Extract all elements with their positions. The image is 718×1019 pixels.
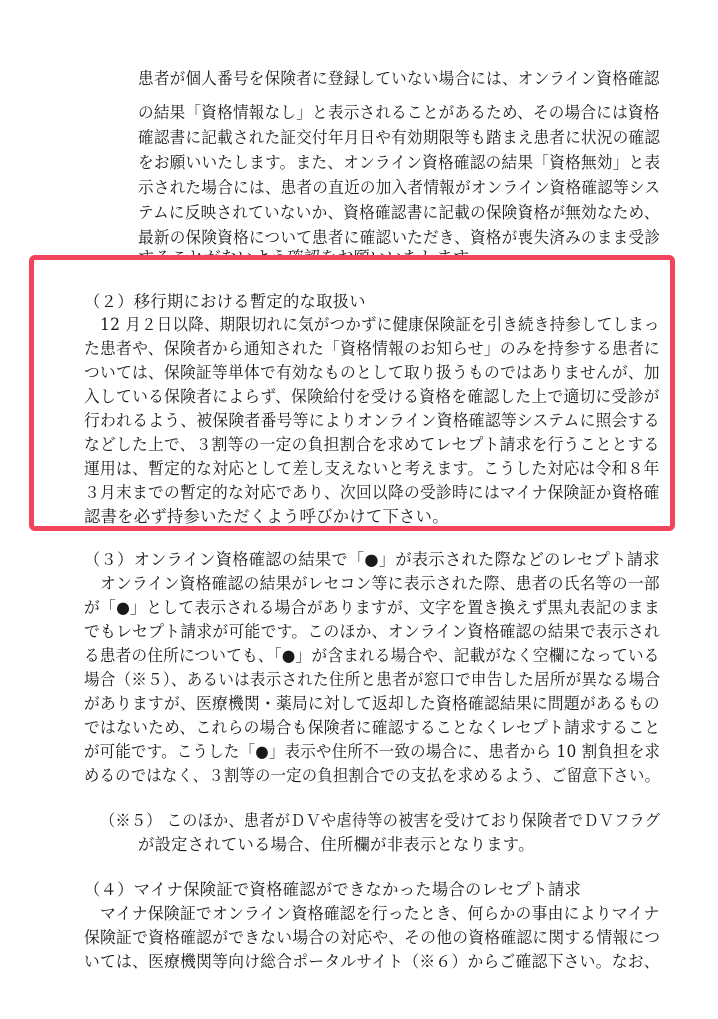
section-3-line: る患者の住所についても、「●」が含まれる場合や、記載がなく空欄になっている: [84, 646, 660, 665]
section-3-line: がありますが、医療機関・薬局に対して返却した資格確認結果に問題があるもの: [84, 694, 660, 713]
note-5-line: が設定されている場合、住所欄が非表示となります。: [138, 835, 535, 854]
intro-line: 確認書に記載された証交付年月日や有効期限等も踏まえ患者に状況の確認: [138, 128, 661, 147]
note-5-line: （※５） このほか、患者がＤＶや虐待等の被害を受けており保険者でＤＶフラグ: [100, 811, 661, 830]
section-2-line: ３月末までの暫定的な対応であり、次回以降の受診時にはマイナ保険証か資格確: [84, 483, 660, 502]
section-4-heading: （４）マイナ保険証で資格確認ができなかった場合のレセプト請求: [84, 880, 582, 899]
section-2-line: 入している保険者によらず、保険給付を受ける資格を確認した上で適切に受診が: [84, 387, 660, 406]
section-2-heading: （２）移行期における暫定的な取扱い: [84, 292, 366, 311]
section-4-line: マイナ保険証でオンライン資格確認を行ったとき、何らかの事由によりマイナ: [100, 904, 660, 923]
intro-line: テムに反映されていないか、資格確認書に記載の保険資格が無効なため、: [138, 203, 660, 222]
section-2-line: などした上で、３割等の一定の負担割合を求めてレセプト請求を行うこととする: [84, 435, 660, 454]
section-3-line: が「●」として表示される場合がありますが、文字を置き換えず黒丸表記のまま: [84, 598, 660, 617]
section-4-line: いては、医療機関等向け総合ポータルサイト（※６）からご確認下さい。なお、: [84, 952, 660, 971]
section-3-heading: （３）オンライン資格確認の結果で「●」が表示された際などのレセプト請求: [84, 550, 660, 569]
section-4-line: 保険証で資格確認ができない場合の対応や、その他の資格確認に関する情報につ: [84, 928, 661, 947]
section-2-line: ついては、保険証等単体で有効なものとして取り扱うものではありませんが、加: [84, 363, 660, 382]
section-2-line: 運用は、暫定的な対応として差し支えないと考えます。こうした対応は令和８年: [84, 459, 660, 478]
section-3-line: 場合（※５）、あるいは表示された住所と患者が窓口で申告した居所が異なる場合: [84, 670, 661, 689]
section-3-line: めるのではなく、３割等の一定の負担割合での支払を求めるよう、ご留意下さい。: [84, 766, 661, 785]
intro-line: 示された場合には、患者の直近の加入者情報がオンライン資格確認等シス: [138, 178, 661, 197]
section-2-line: 行われるよう、被保険者番号等によりオンライン資格確認等システムに照会する: [84, 411, 660, 430]
section-2-line: 認書を必ず持参いただくよう呼びかけて下さい。: [84, 507, 449, 526]
section-2-line: 12 月２日以降、期限切れに気がつかずに健康保険証を引き続き持参してしまっ: [100, 315, 660, 334]
intro-line: をお願いいたします。また、オンライン資格確認の結果「資格無効」と表: [138, 153, 661, 172]
intro-line: の結果「資格情報なし」と表示されることがあるため、その場合には資格: [138, 103, 660, 122]
intro-line: 最新の保険資格について患者に確認いただき、資格が喪失済みのまま受診: [138, 228, 661, 247]
intro-line: 患者が個人番号を保険者に登録していない場合には、オンライン資格確認: [138, 69, 660, 88]
section-3-line: ではないため、これらの場合も保険者に確認することなくレセプト請求すること: [84, 718, 661, 737]
section-3-line: オンライン資格確認の結果がレセコン等に表示された際、患者の氏名等の一部: [100, 574, 660, 593]
section-3-line: が可能です。こうした「●」表示や住所不一致の場合に、患者から 10 割負担を求: [84, 742, 661, 761]
section-2-line: た患者や、保険者から通知された「資格情報のお知らせ」のみを持参する患者に: [84, 339, 661, 358]
section-3-line: でもレセプト請求が可能です。このほか、オンライン資格確認の結果で表示され: [84, 622, 661, 641]
